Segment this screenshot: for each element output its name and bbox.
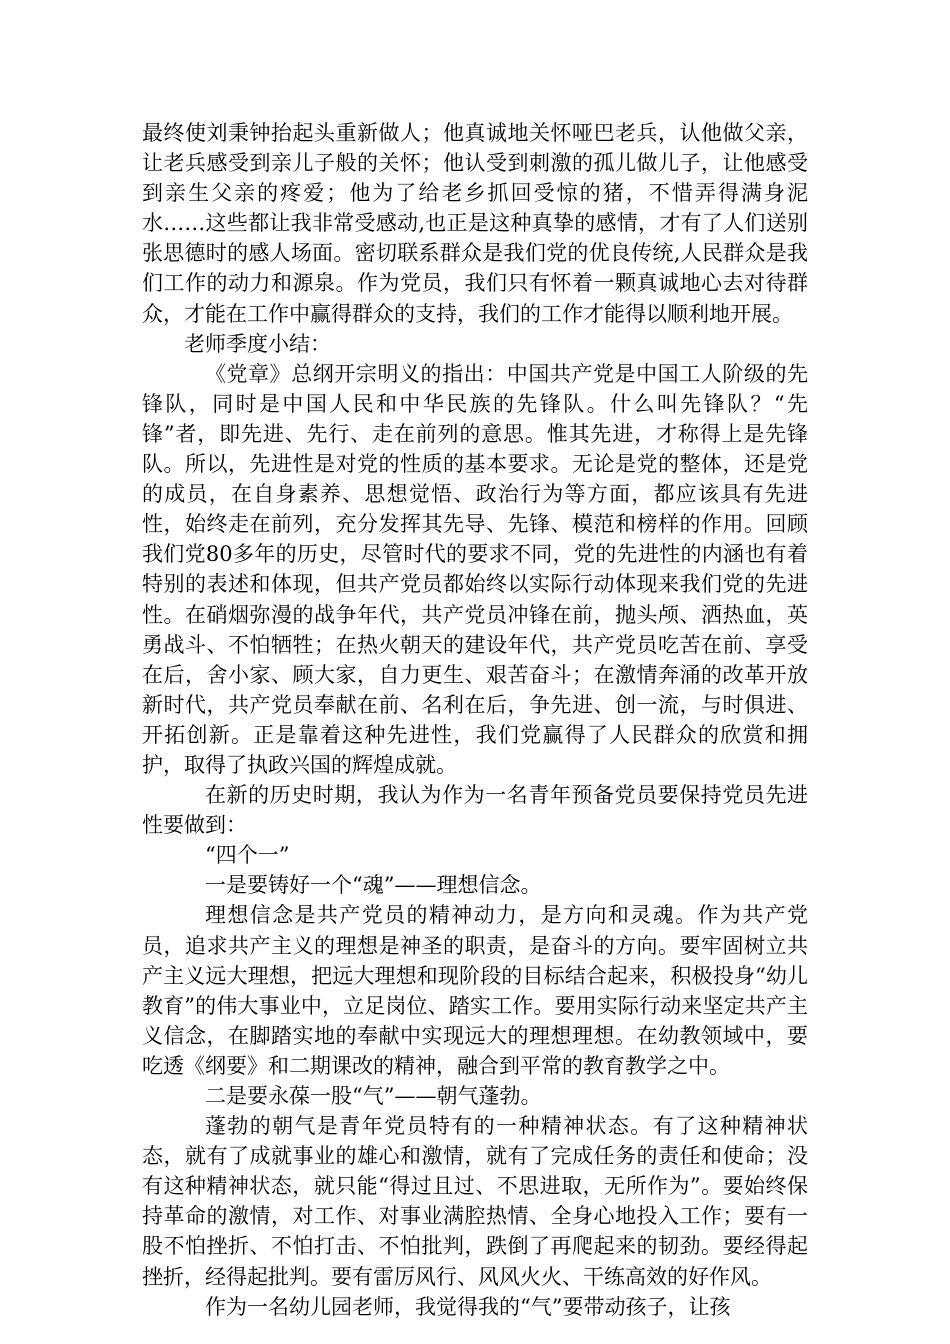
paragraph-5-heading: “四个一”: [205, 843, 290, 868]
paragraph-7: 理想信念是共产党员的精神动力，是方向和灵魂。作为共产党员，追求共产主义的理想是神圣的职责，是奋斗的方向。要牢固树立共产主义远大理想，把远大理想和现阶段的目标结合起来，积极投身“幼儿教育”的伟大事业中，立足岗位、踏实工作。要用实际行动来坚定共产主义信念，在脚踏实地的奉献中实现远大的理想理想。在幼教领域中，要吃透《纲要》和二期课改的精神，融合到平常的教育教学之中。: [142, 903, 808, 1078]
paragraph-4: 在新的历史时期，我认为作为一名青年预备党员要保持党员先进性要做到：: [142, 783, 808, 838]
paragraph-2-heading: 老师季度小结：: [184, 331, 331, 356]
paragraph-6-heading: 一是要铸好一个“魂”——理想信念。: [205, 873, 542, 898]
document-page: [142, 118, 808, 1322]
paragraph-10: 作为一名幼儿园老师，我觉得我的“气”要带动孩子，让孩: [205, 1294, 731, 1319]
paragraph-1: 最终使刘秉钟抬起头重新做人；他真诚地关怀哑巴老兵，认他做父亲，让老兵感受到亲儿子般的关怀；他认受到刺激的孤儿做儿子，让他感受到亲生父亲的疼爱；他为了给老乡抓回受惊的猪，不惜弄得满身泥水……这些都让我非常受感动,也正是这种真挚的感情，才有了人们送别张思德时的感人场面。密切联系群众是我们党的优良传统,人民群众是我们工作的动力和源泉。作为党员，我们只有怀着一颗真诚地心去对待群众，才能在工作中赢得群众的支持，我们的工作才能得以顺利地开展。: [142, 121, 808, 326]
paragraph-9: 蓬勃的朝气是青年党员特有的一种精神状态。有了这种精神状态，就有了成就事业的雄心和激情，就有了完成任务的责任和使命；没有这种精神状态，就只能“得过且过、不思进取，无所作为”。要始终保持革命的激情，对工作、对事业满腔热情、全身心地投入工作；要有一股不怕挫折、不怕打击、不怕批判，跌倒了再爬起来的韧劲。要经得起挫折，经得起批判。要有雷厉风行、风风火火、干练高效的好作风。: [142, 1114, 808, 1289]
paragraph-8-heading: 二是要永葆一股“气”——朝气蓬勃。: [205, 1084, 542, 1108]
paragraph-3: 《党章》总纲开宗明义的指出：中国共产党是中国工人阶级的先锋队，同时是中国人民和中华民族的先锋队。什么叫先锋队？“先锋”者，即先进、先行、走在前列的意思。惟其先进，才称得上是先锋队。所以，先进性是对党的性质的基本要求。无论是党的整体，还是党的成员，在自身素养、思想觉悟、政治行为等方面，都应该具有先进性，始终走在前列，充分发挥其先导、先锋、模范和榜样的作用。回顾我们党80多年的历史，尽管时代的要求不同，党的先进性的内涵也有着特别的表述和体现，但共产党员都始终以实际行动体现来我们党的先进性。在硝烟弥漫的战争年代，共产党员冲锋在前，抛头颅、洒热血，英勇战斗、不怕牺牲；在热火朝天的建设年代，共产党员吃苦在前、享受在后，舍小家、顾大家，自力更生、艰苦奋斗；在激情奔涌的改革开放新时代，共产党员奉献在前、名利在后，争先进、创一流，与时俱进、开拓创新。正是靠着这种先进性，我们党赢得了人民群众的欣赏和拥护，取得了执政兴国的辉煌成就。: [142, 361, 808, 777]
